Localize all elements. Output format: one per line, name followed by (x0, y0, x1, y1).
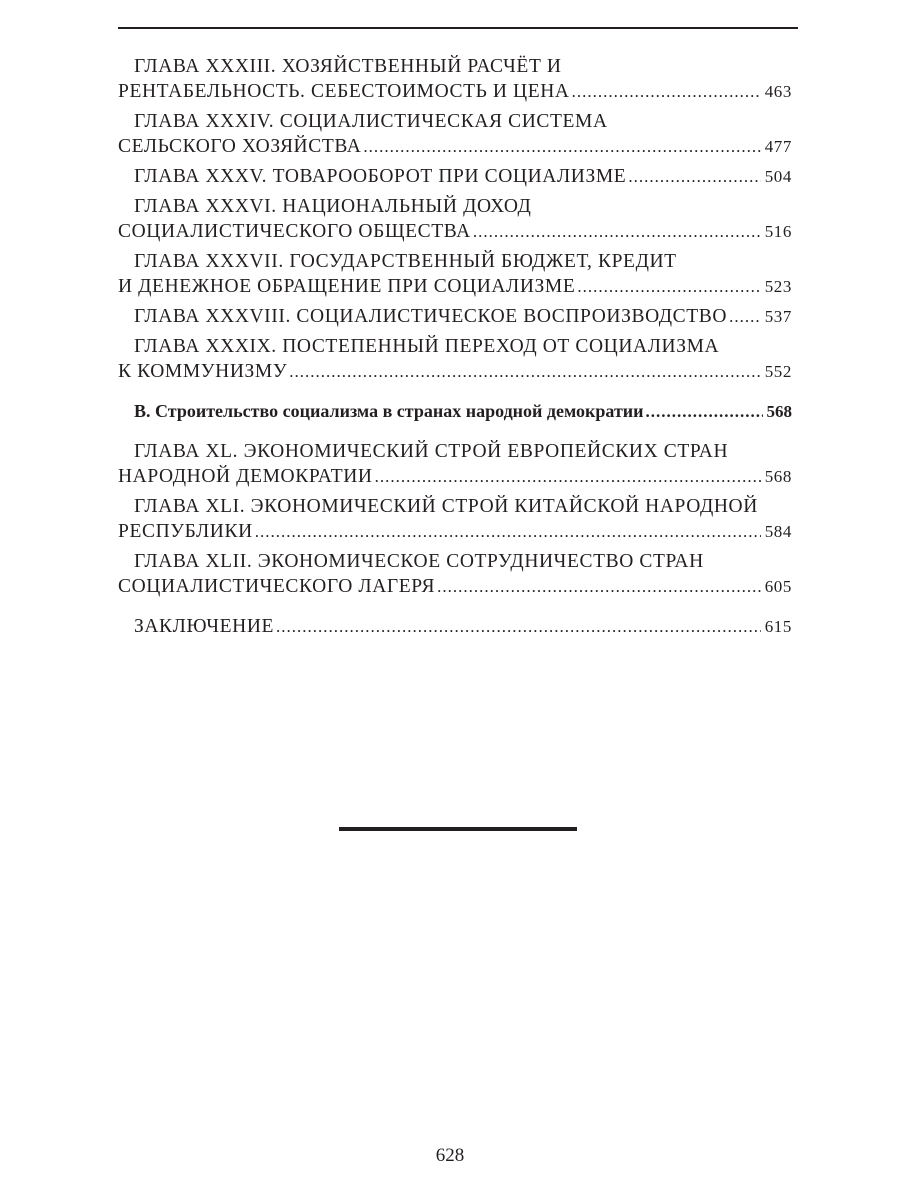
section-title: В. Строительство социализма в странах народной демократии (134, 401, 644, 421)
toc-section-heading[interactable] (118, 399, 792, 424)
page-ref: 504 (764, 167, 792, 186)
toc-entry-title-cont: РЕНТАБЕЛЬНОСТЬ. СЕБЕСТОИМОСТЬ И ЦЕНА (118, 81, 570, 102)
leader-dots (646, 399, 763, 424)
leader-dots (473, 219, 761, 244)
toc-entry-title: ГЛАВА XXXVIII. СОЦИАЛИСТИЧЕСКОЕ ВОСПРОИЗВОДСТВО (134, 306, 728, 327)
toc-entry-title: ГЛАВА XLI. ЭКОНОМИЧЕСКИЙ СТРОЙ КИТАЙСКОЙ НАРОДНОЙ (134, 496, 758, 517)
page-ref: 516 (764, 222, 792, 241)
toc-entry-title: ГЛАВА XXXVII. ГОСУДАРСТВЕННЫЙ БЮДЖЕТ, КРЕДИТ (134, 251, 677, 272)
top-rule (118, 27, 798, 29)
toc-entry-chapter-33[interactable] (118, 54, 792, 104)
toc-entry-chapter-36[interactable] (118, 194, 792, 244)
page-ref: 463 (764, 82, 792, 101)
page-ref: 568 (766, 402, 792, 421)
page-ref: 537 (764, 307, 792, 326)
page-ref: 584 (764, 522, 792, 541)
toc-entry-chapter-41[interactable] (118, 494, 792, 544)
page-ref: 523 (764, 277, 792, 296)
leader-dots (729, 304, 761, 329)
toc-entry-title-cont: НАРОДНОЙ ДЕМОКРАТИИ (118, 466, 373, 487)
toc-entry-chapter-39[interactable] (118, 334, 792, 384)
toc-entry-title-cont: РЕСПУБЛИКИ (118, 521, 253, 542)
toc-entry-title-cont: СЕЛЬСКОГО ХОЗЯЙСТВА (118, 136, 362, 157)
toc-entry-title-cont: И ДЕНЕЖНОЕ ОБРАЩЕНИЕ ПРИ СОЦИАЛИЗМЕ (118, 276, 576, 297)
toc-entry-title: ГЛАВА XXXV. ТОВАРООБОРОТ ПРИ СОЦИАЛИЗМЕ (134, 166, 627, 187)
toc-entry-conclusion[interactable] (118, 614, 792, 639)
toc-entry-chapter-37[interactable] (118, 249, 792, 299)
toc-entry-title-cont: СОЦИАЛИСТИЧЕСКОГО ОБЩЕСТВА (118, 221, 471, 242)
leader-dots (437, 574, 761, 599)
closing-rule (339, 827, 577, 831)
leader-dots (289, 359, 760, 384)
page-ref: 477 (764, 137, 792, 156)
toc-entry-title-cont: СОЦИАЛИСТИЧЕСКОГО ЛАГЕРЯ (118, 576, 436, 597)
toc-entry-chapter-38[interactable] (118, 304, 792, 329)
toc-entry-title-cont: К КОММУНИЗМУ (118, 361, 288, 382)
toc-entry-title: ГЛАВА XXXIV. СОЦИАЛИСТИЧЕСКАЯ СИСТЕМА (134, 111, 608, 132)
leader-dots (363, 134, 760, 159)
toc-entry-title: ГЛАВА XLII. ЭКОНОМИЧЕСКОЕ СОТРУДНИЧЕСТВО СТРАН (134, 551, 704, 572)
page-number: 628 (435, 1145, 465, 1166)
page-ref: 568 (764, 467, 792, 486)
leader-dots (375, 464, 761, 489)
leader-dots (276, 614, 761, 639)
toc-entry-chapter-42[interactable] (118, 549, 792, 599)
toc-entry-chapter-40[interactable] (118, 439, 792, 489)
toc-entry-title: ГЛАВА XXXIII. ХОЗЯЙСТВЕННЫЙ РАСЧЁТ И (134, 56, 562, 77)
leader-dots (577, 274, 760, 299)
toc-entry-title: ГЛАВА XXXIX. ПОСТЕПЕННЫЙ ПЕРЕХОД ОТ СОЦИАЛИЗМА (134, 336, 720, 357)
toc-entry-chapter-35[interactable] (118, 164, 792, 189)
page-ref: 552 (764, 362, 792, 381)
leader-dots (628, 164, 760, 189)
table-of-contents (118, 54, 792, 639)
page-ref: 615 (764, 617, 792, 636)
toc-entry-chapter-34[interactable] (118, 109, 792, 159)
leader-dots (255, 519, 761, 544)
toc-entry-title: ГЛАВА XXXVI. НАЦИОНАЛЬНЫЙ ДОХОД (134, 196, 532, 217)
leader-dots (572, 79, 761, 104)
page-ref: 605 (764, 577, 792, 596)
toc-entry-title: ГЛАВА XL. ЭКОНОМИЧЕСКИЙ СТРОЙ ЕВРОПЕЙСКИХ СТРАН (134, 441, 729, 462)
toc-entry-title: ЗАКЛЮЧЕНИЕ (134, 616, 275, 637)
